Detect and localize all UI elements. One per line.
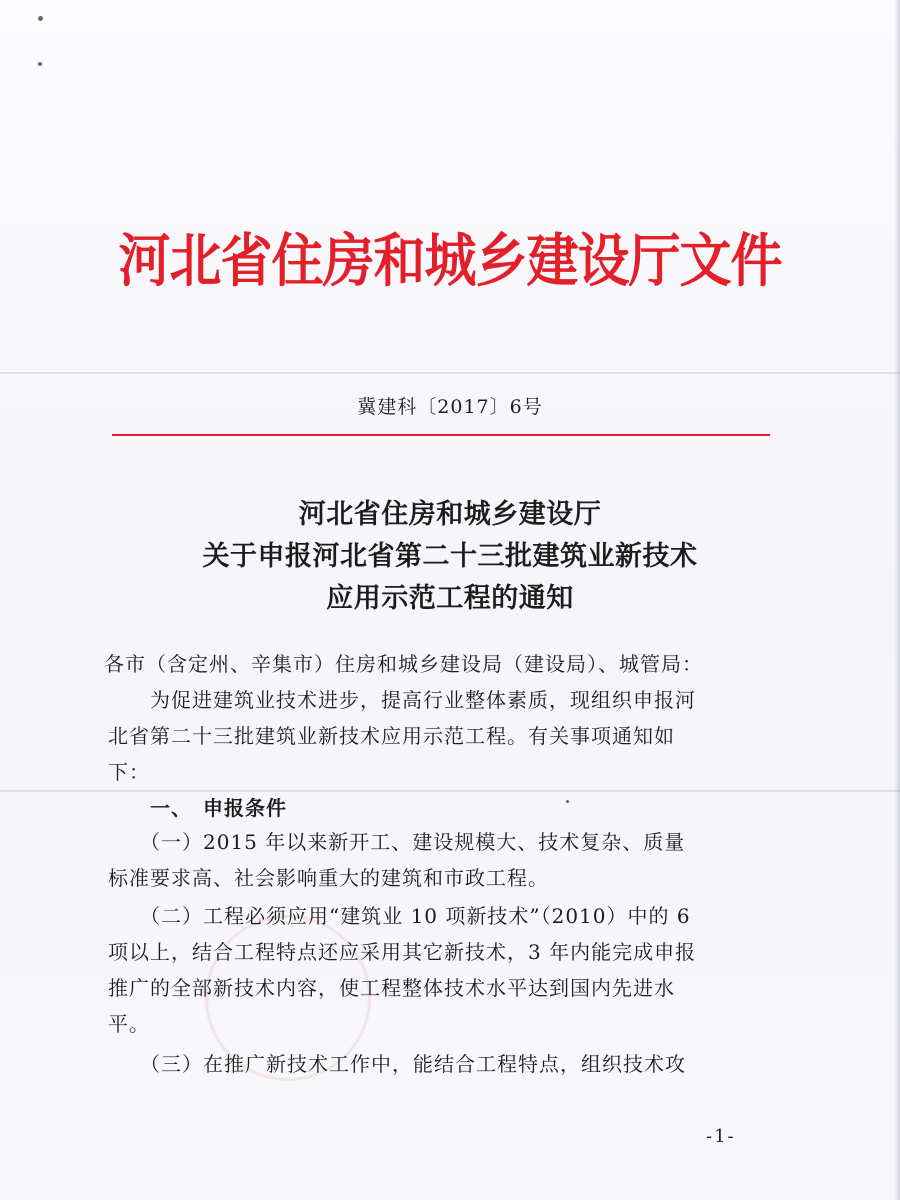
title-line: 河北省住房和城乡建设厅 [298, 499, 602, 530]
section-heading-requirements: 一、 申报条件 [108, 796, 287, 820]
paper-fold-line [0, 372, 900, 374]
paper-speck [38, 16, 43, 21]
intro-paragraph [108, 682, 788, 790]
red-header-title: 河北省住房和城乡建设厅文件 [118, 228, 782, 295]
text-line: （一）2015 年以来新开工、建设规模大、技术复杂、质量 [108, 830, 686, 854]
title-line: 关于申报河北省第二十三批建筑业新技术 [202, 541, 698, 572]
addressee-line: 各市（含定州、辛集市）住房和城乡建设局（建设局）、城管局： [104, 652, 703, 676]
text-line: 项以上，结合工程特点还应采用其它新技术，3 年内能完成申报 [108, 940, 697, 964]
text-line: （三）在推广新技术工作中，能结合工程特点，组织技术攻 [108, 1052, 686, 1076]
text-line: 标准要求高、社会影响重大的建筑和市政工程。 [108, 866, 549, 890]
item-one-paragraph [108, 824, 788, 896]
text-line: 平。 [108, 1012, 150, 1036]
text-line: 下： [108, 760, 150, 784]
paper-speck [38, 62, 42, 66]
item-two-paragraph [108, 898, 788, 1042]
text-line: （二）工程必须应用“建筑业 10 项新技术”（2010）中的 6 [108, 904, 691, 928]
red-divider-line [112, 434, 770, 436]
text-line: 为促进建筑业技术进步，提高行业整体素质，现组织申报河 [108, 688, 696, 712]
title-line: 应用示范工程的通知 [326, 583, 574, 614]
text-line: 北省第二十三批建筑业新技术应用示范工程。有关事项通知如 [108, 724, 675, 748]
item-three-paragraph [108, 1046, 788, 1082]
notice-title [0, 494, 900, 620]
text-line: 推广的全部新技术内容，使工程整体技术水平达到国内先进水 [108, 976, 675, 1000]
page-number: -1- [706, 1126, 736, 1147]
document-number: 冀建科〔2017〕6号 [357, 396, 543, 418]
